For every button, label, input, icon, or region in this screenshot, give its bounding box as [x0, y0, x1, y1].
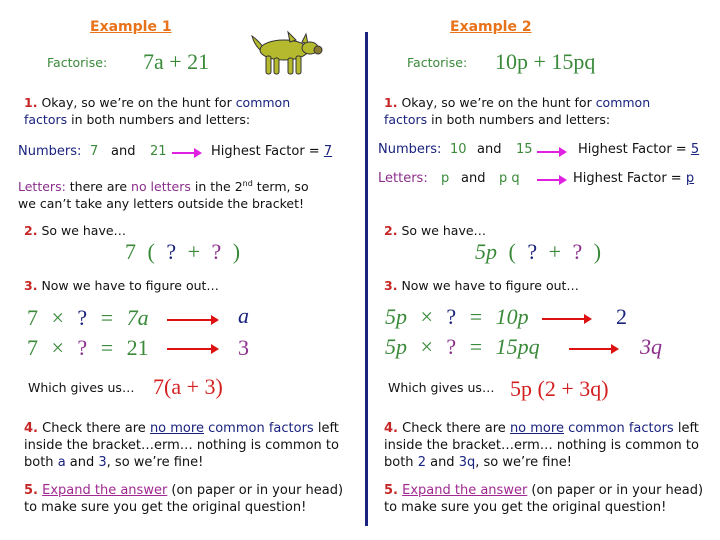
plus: + [187, 239, 201, 264]
step4-text: Check there are [42, 421, 150, 436]
example1-numbers-hf [211, 143, 332, 160]
unknown-1: ? [527, 239, 538, 264]
unknown: ? [77, 335, 88, 360]
equals: = [469, 304, 483, 329]
example2-answer: 5p (2 + 3q) [510, 376, 609, 401]
step5-line2: to make sure you get the original question! [384, 500, 667, 515]
term-1: 2 [417, 455, 426, 470]
unknown: ? [77, 305, 88, 330]
step1-text-2: in both numbers and letters: [67, 112, 251, 127]
example1-expression: 7a + 21 [143, 49, 210, 74]
step-number: 2. [384, 223, 398, 238]
highlight-no-letters: no letters [131, 179, 191, 195]
example2-factorise-label: Factorise: [407, 55, 468, 70]
highlight-common: common [595, 95, 651, 110]
dog-clipart-icon [248, 30, 328, 78]
step4-line2: inside the bracket…erm… nothing is common to [24, 438, 339, 453]
example2-expression: 10p + 15pq [495, 49, 596, 74]
expand-answer-link[interactable]: Expand the answer [402, 483, 528, 498]
term-2: 3 [98, 455, 107, 470]
step4-text: Check there are [402, 421, 510, 436]
and: and [425, 455, 459, 470]
unknown-2: ? [211, 239, 222, 264]
example1-number-b: 21 [150, 144, 167, 159]
example2-eq-row-2 [385, 334, 540, 360]
highlight-factors: factors [24, 112, 68, 127]
example2-title: Example 2 [450, 19, 532, 35]
open-paren: ( [147, 239, 155, 264]
example2-numbers-label: Numbers: [378, 142, 442, 157]
term-2: 3q [458, 455, 476, 470]
lhs: 7 [27, 305, 38, 330]
example2-step2 [384, 222, 486, 239]
step5-text: (on paper or in your head) [167, 483, 344, 498]
lhs: 5p [385, 304, 407, 329]
step-number: 1. [384, 95, 398, 110]
and: and [65, 455, 99, 470]
step4-text-b: left [673, 421, 699, 436]
hf-value: 7 [323, 144, 333, 159]
lead: 5p [475, 239, 497, 264]
example1-step5 [24, 482, 343, 516]
hf-label: Highest Factor = [573, 171, 686, 186]
rhs: 10p [495, 304, 529, 329]
example1-answer: 7(a + 3) [153, 374, 223, 399]
step-number: 3. [384, 278, 398, 293]
step-number: 4. [24, 421, 38, 436]
step2-text: So we have… [401, 223, 487, 238]
column-divider [365, 32, 368, 526]
example1-result-1: a [238, 303, 249, 328]
equals: = [469, 334, 483, 359]
arrow-icon [542, 318, 590, 320]
example1-step3 [24, 277, 219, 294]
example2-letters-hf [573, 170, 694, 187]
expand-answer-link[interactable]: Expand the answer [42, 483, 168, 498]
term-1: a [57, 455, 66, 470]
example2-gives-label: Which gives us… [388, 380, 495, 395]
example1-gives-label: Which gives us… [28, 380, 135, 395]
plus: + [548, 239, 562, 264]
example2-numbers-and: and [477, 142, 502, 157]
example2-letter-a: p [441, 171, 450, 186]
example1-letters [18, 175, 309, 212]
example2-step3 [384, 277, 579, 294]
equals: = [100, 305, 114, 330]
step4-text-b: left [313, 421, 339, 436]
hf-label: Highest Factor = [578, 142, 691, 157]
letters-line2: we can’t take any letters outside the bracket! [18, 196, 304, 212]
lead: 7 [125, 239, 136, 264]
lhs: 7 [27, 335, 38, 360]
example2-result-2: 3q [640, 334, 662, 359]
arrow-icon [537, 179, 565, 181]
example1-result-2: 3 [238, 335, 249, 360]
rhs: 15pq [495, 334, 540, 359]
example2-step5 [384, 482, 703, 516]
times: × [420, 334, 433, 359]
lhs: 5p [385, 334, 407, 359]
rhs: 21 [126, 335, 149, 360]
example2-letters-label: Letters: [378, 171, 428, 186]
step-number: 1. [24, 95, 38, 110]
arrow-icon [172, 152, 200, 154]
example1-numbers-and: and [111, 144, 136, 159]
times: × [51, 335, 64, 360]
example2-eq-row-1 [385, 304, 529, 330]
example1-numbers-label: Numbers: [18, 144, 82, 159]
step-number: 5. [384, 483, 398, 498]
times: × [51, 305, 64, 330]
step4-line3: both [24, 455, 58, 470]
step1-text-2: in both numbers and letters: [427, 112, 611, 127]
example2-number-a: 10 [450, 142, 467, 157]
unknown: ? [446, 304, 457, 329]
example2-number-b: 15 [516, 142, 533, 157]
example1-step2-expression [125, 239, 240, 265]
equals: = [100, 335, 114, 360]
step4-line2: inside the bracket…erm… nothing is common to [384, 438, 699, 453]
example2-letters-and: and [461, 171, 486, 186]
step-number: 5. [24, 483, 38, 498]
example1-step1 [24, 94, 290, 128]
example1-step4 [24, 420, 339, 471]
times: × [420, 304, 433, 329]
example1-title: Example 1 [90, 19, 172, 35]
letters-text-c: term, so [252, 179, 309, 195]
example2-step4 [384, 420, 699, 471]
letters-text: there are [65, 179, 132, 195]
step-number: 4. [384, 421, 398, 436]
example1-number-a: 7 [90, 144, 99, 159]
superscript: nd [242, 179, 253, 188]
arrow-icon [167, 348, 217, 350]
underline-no-more: no more [509, 421, 564, 436]
example2-step2-expression [475, 239, 601, 265]
step1-text: Okay, so we’re on the hunt for [401, 95, 596, 110]
example2-letter-b: p q [499, 171, 520, 186]
step-number: 3. [24, 278, 38, 293]
hf-value: p [685, 171, 695, 186]
step3-text: Now we have to figure out… [401, 278, 579, 293]
example1-factorise-label: Factorise: [47, 55, 108, 70]
hf-label: Highest Factor = [211, 144, 324, 159]
underline-no-more: no more [149, 421, 204, 436]
highlight-common-factors: common factors [568, 421, 674, 436]
step5-text: (on paper or in your head) [527, 483, 704, 498]
close-paren: ) [593, 239, 602, 264]
unknown: ? [446, 334, 457, 359]
example2-step1 [384, 94, 650, 128]
example1-eq-row-2 [27, 335, 149, 361]
step4-line3: both [384, 455, 418, 470]
example2-result-1: 2 [616, 304, 627, 329]
arrow-icon [537, 151, 565, 153]
example1-eq-row-1 [27, 305, 149, 331]
step5-line2: to make sure you get the original question! [24, 500, 307, 515]
example2-numbers-hf [578, 141, 699, 158]
close-paren: ) [232, 239, 241, 264]
open-paren: ( [508, 239, 516, 264]
step2-text: So we have… [41, 223, 127, 238]
arrow-icon [569, 348, 617, 350]
highlight-common: common [235, 95, 291, 110]
step4-line3-end: , so we’re fine! [475, 455, 572, 470]
step1-text: Okay, so we’re on the hunt for [41, 95, 236, 110]
highlight-common-factors: common factors [208, 421, 314, 436]
highlight-factors: factors [384, 112, 428, 127]
letters-label: Letters: [18, 179, 66, 195]
step4-line3-end: , so we’re fine! [106, 455, 204, 470]
hf-value: 5 [690, 142, 700, 157]
arrow-icon [167, 319, 217, 321]
step-number: 2. [24, 223, 38, 238]
unknown-2: ? [572, 239, 583, 264]
rhs: 7a [126, 305, 149, 330]
example1-step2 [24, 222, 126, 239]
step3-text: Now we have to figure out… [41, 278, 219, 293]
letters-text-b: in the 2 [190, 179, 243, 195]
unknown-1: ? [166, 239, 177, 264]
